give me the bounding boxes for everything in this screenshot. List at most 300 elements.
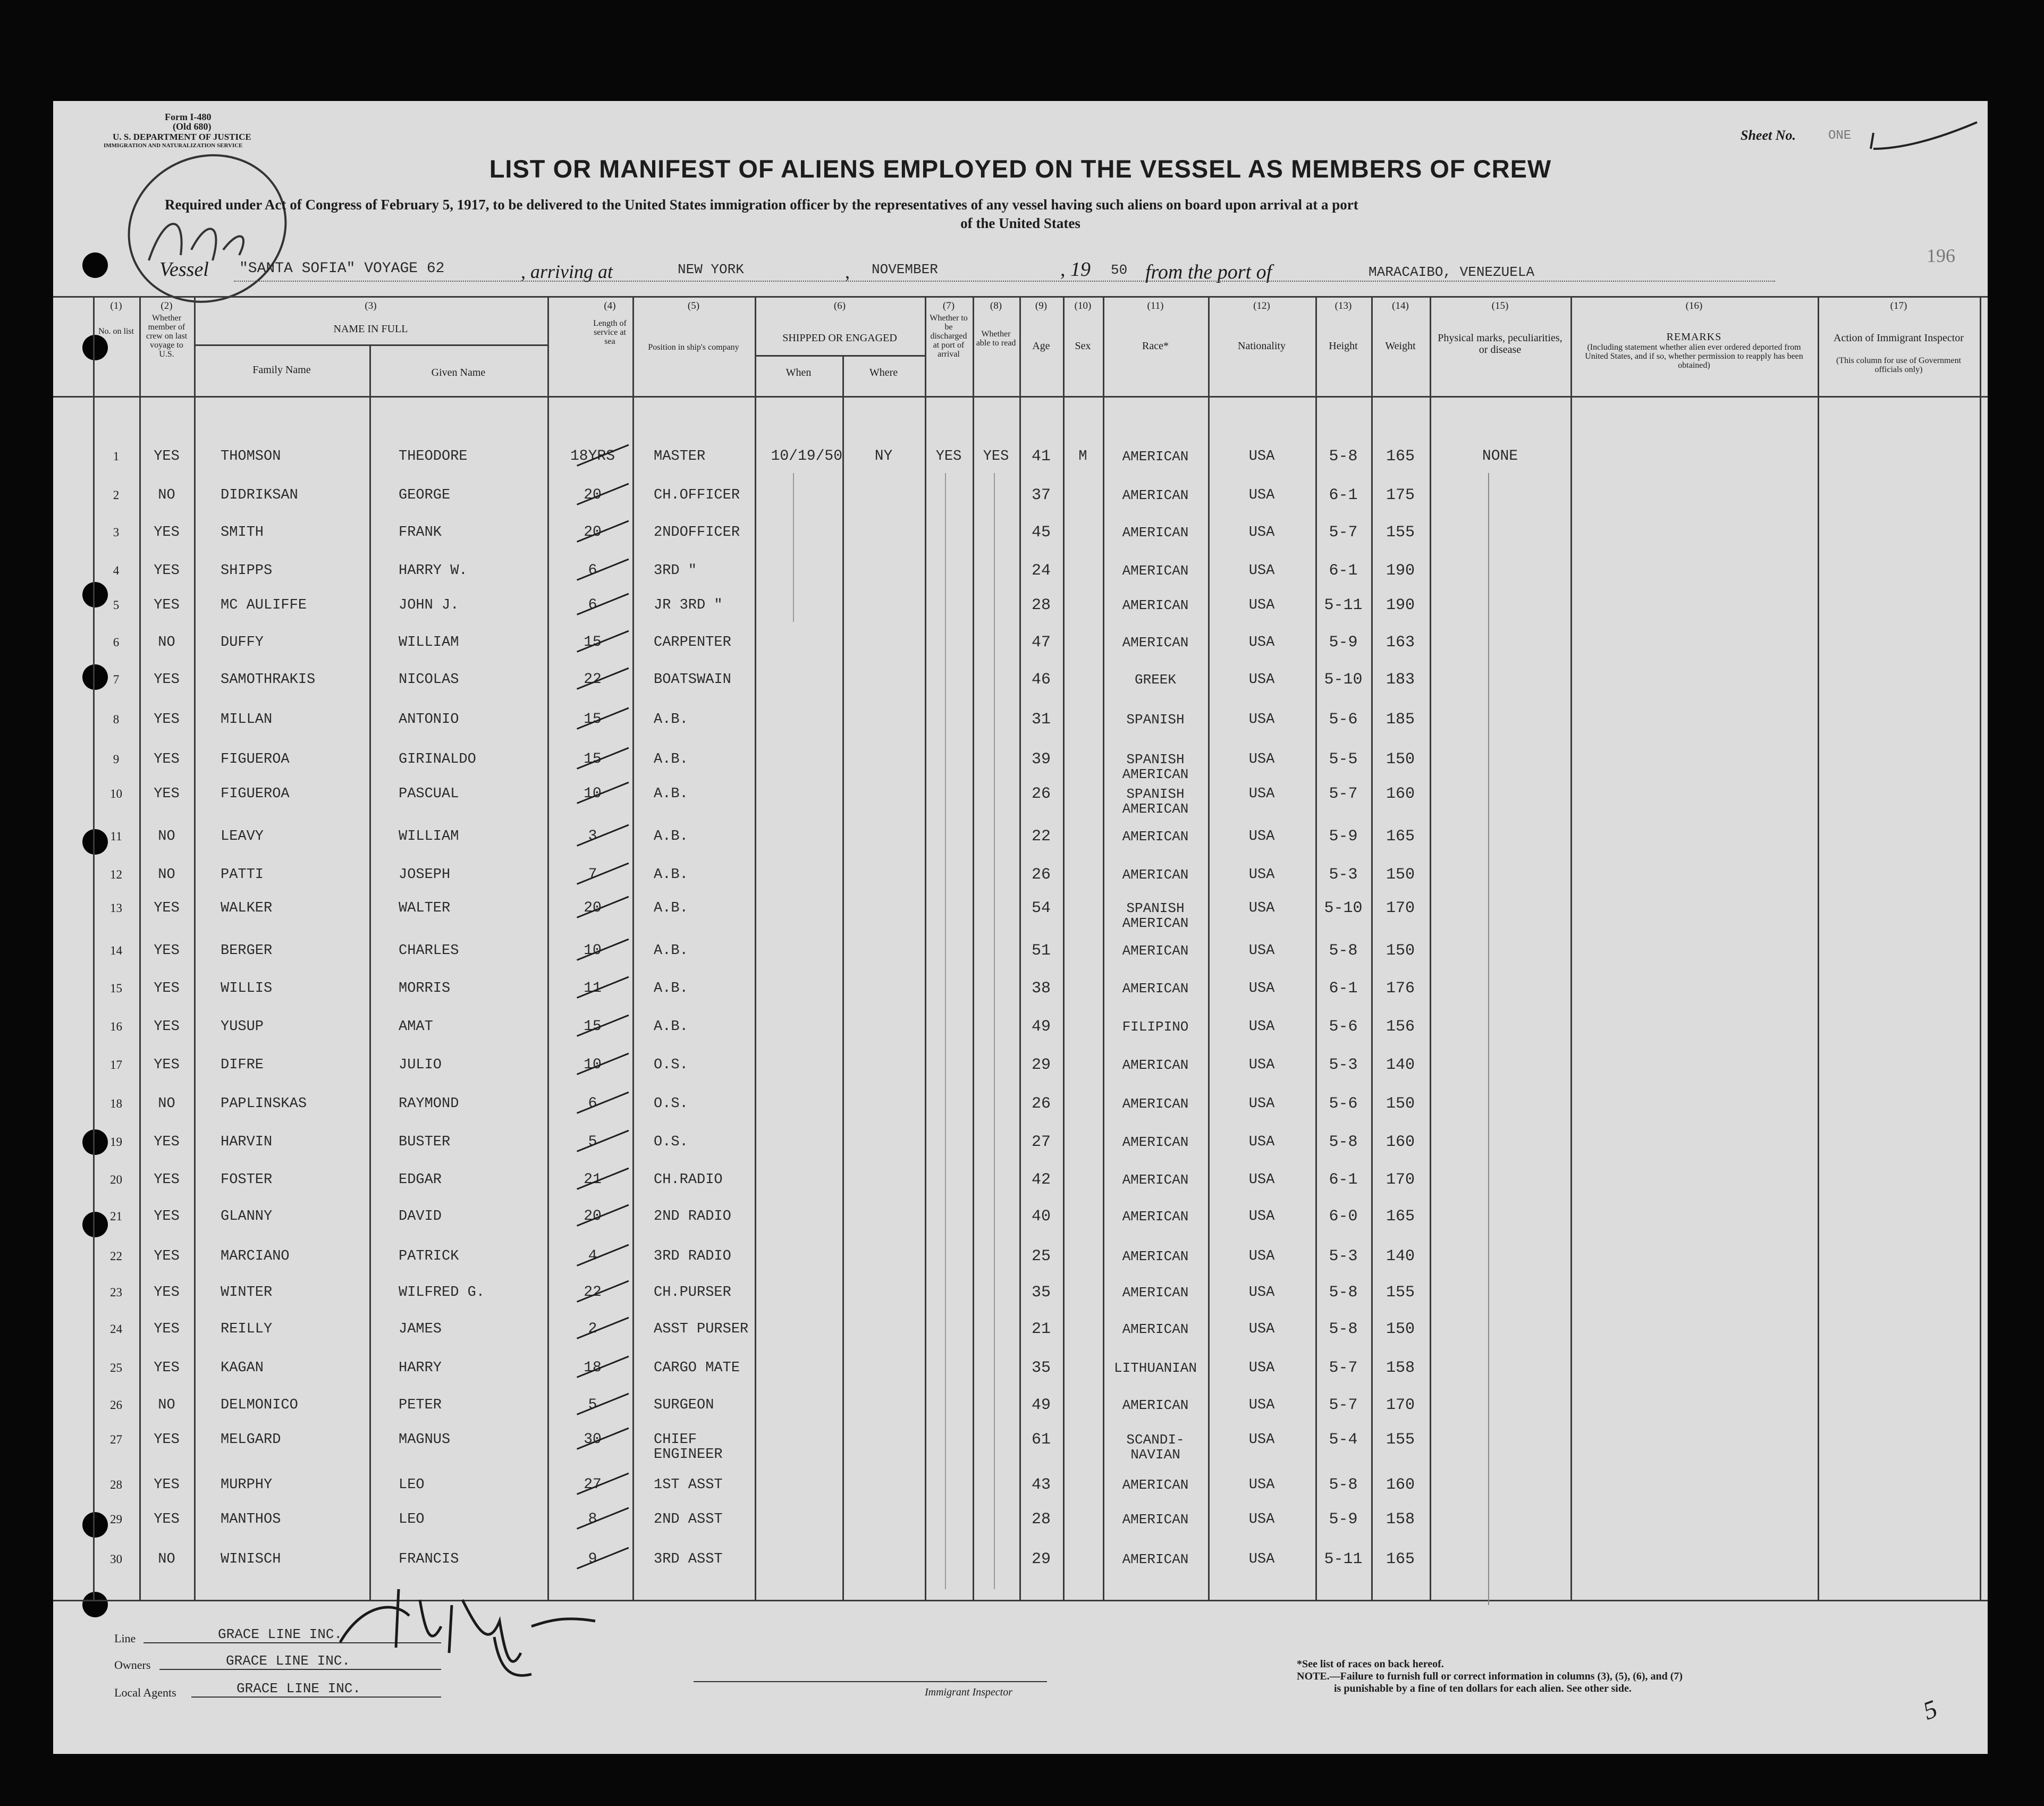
agents-value: GRACE LINE INC.: [237, 1681, 361, 1697]
col5-header: Position in ship's company: [648, 343, 739, 352]
col16-subheader: (Including statement whether alien ever ordered deported from United States, and if so, whether permission to reapply has been obtained): [1585, 343, 1803, 370]
form-old-number: (Old 680): [173, 121, 212, 132]
position-cell: A.B.: [654, 829, 688, 845]
row-number: 2: [113, 488, 120, 502]
age-cell: 46: [1031, 671, 1051, 689]
nationality-cell: USA: [1248, 829, 1275, 845]
race-cell: AMERICAN: [1122, 1321, 1189, 1337]
family-name-cell: BERGER: [221, 943, 273, 959]
position-cell: A.B.: [654, 786, 688, 802]
age-cell: 21: [1031, 1320, 1051, 1338]
age-cell: 31: [1031, 711, 1051, 729]
row-number: 8: [113, 713, 120, 726]
nationality-cell: USA: [1248, 1321, 1275, 1337]
service-length-cell: 20: [584, 524, 602, 541]
race-cell: AMERICAN: [1122, 1285, 1189, 1301]
last-voyage-cell: YES: [154, 449, 180, 465]
height-cell: 5-7: [1329, 524, 1358, 542]
family-name-cell: SHIPPS: [221, 563, 273, 579]
col2-number: (2): [161, 300, 173, 311]
service-length-cell: 18: [584, 1360, 602, 1376]
height-cell: 5-4: [1329, 1431, 1358, 1449]
col12-number: (12): [1253, 300, 1270, 311]
age-cell: 27: [1031, 1133, 1051, 1151]
height-cell: 5-8: [1329, 942, 1358, 960]
last-voyage-cell: YES: [154, 752, 180, 767]
discharged-cell: YES: [935, 449, 962, 465]
given-name-cell: WILLIAM: [399, 829, 459, 845]
weight-cell: 155: [1386, 1431, 1415, 1449]
family-name-cell: FIGUEROA: [221, 786, 290, 802]
height-cell: 5-3: [1329, 866, 1358, 884]
last-voyage-cell: NO: [158, 867, 175, 883]
age-cell: 40: [1031, 1208, 1051, 1226]
comma-sep: ,: [845, 261, 850, 282]
col9-number: (9): [1035, 300, 1048, 311]
col9-header: Age: [1032, 340, 1050, 352]
nationality-cell: USA: [1248, 1477, 1275, 1493]
line-value: GRACE LINE INC.: [218, 1626, 343, 1642]
page-number: 196: [1927, 245, 1955, 266]
col16-header: REMARKS: [1666, 331, 1722, 343]
manifest-sheet: [53, 101, 1988, 1754]
given-name-header: Given Name: [431, 367, 486, 378]
nationality-cell: USA: [1248, 1551, 1275, 1567]
family-name-cell: DIDRIKSAN: [221, 487, 298, 503]
last-voyage-cell: NO: [158, 1096, 175, 1112]
col13-header: Height: [1329, 340, 1358, 352]
table-row: [53, 1172, 1988, 1194]
age-cell: 54: [1031, 899, 1051, 917]
nationality-cell: USA: [1248, 712, 1275, 728]
family-name-cell: WINISCH: [221, 1551, 281, 1567]
nationality-cell: USA: [1248, 1172, 1275, 1188]
last-voyage-cell: NO: [158, 829, 175, 845]
given-name-cell: LEO: [399, 1477, 425, 1493]
row-number: 4: [113, 564, 120, 577]
row-number: 21: [110, 1210, 122, 1223]
table-row: [53, 1512, 1988, 1533]
table-row: [53, 1322, 1988, 1343]
position-cell: 2NDOFFICER: [654, 525, 740, 541]
position-cell: 3RD RADIO: [654, 1248, 731, 1264]
col12-header: Nationality: [1238, 340, 1286, 352]
col4-number: (4): [604, 300, 616, 311]
position-cell: O.S.: [654, 1096, 688, 1112]
shipped-where-cell: NY: [874, 448, 893, 465]
age-cell: 47: [1031, 634, 1051, 652]
family-name-cell: FIGUEROA: [221, 752, 290, 767]
age-cell: 26: [1031, 1095, 1051, 1113]
family-name-cell: MANTHOS: [221, 1512, 281, 1527]
service-length-cell: 2: [588, 1321, 597, 1337]
service-length-cell: 15: [584, 751, 602, 767]
family-name-cell: MARCIANO: [221, 1248, 290, 1264]
age-cell: 28: [1031, 596, 1051, 614]
given-name-cell: HARRY W.: [399, 563, 468, 579]
given-name-cell: BUSTER: [399, 1134, 451, 1150]
able-to-read-cell: YES: [983, 449, 1009, 465]
given-name-cell: PASCUAL: [399, 786, 459, 802]
row-number: 15: [110, 982, 122, 995]
age-cell: 25: [1031, 1247, 1051, 1265]
row-number: 17: [110, 1058, 122, 1071]
age-cell: 26: [1031, 785, 1051, 803]
position-cell: 1ST ASST: [654, 1477, 723, 1493]
service-length-cell: 10: [584, 786, 602, 802]
height-cell: 5-9: [1329, 634, 1358, 652]
col6-header: SHIPPED OR ENGAGED: [782, 332, 897, 344]
race-cell: AMERICAN: [1122, 1209, 1189, 1225]
col15-number: (15): [1491, 300, 1509, 311]
given-name-cell: AMAT: [399, 1019, 433, 1035]
row-number: 12: [110, 868, 122, 881]
given-name-cell: JAMES: [399, 1321, 442, 1337]
family-name-cell: MELGARD: [221, 1432, 281, 1448]
age-cell: 43: [1031, 1476, 1051, 1494]
age-cell: 45: [1031, 524, 1051, 542]
given-name-cell: HARRY: [399, 1360, 442, 1376]
service-length-cell: 22: [584, 1284, 602, 1301]
height-cell: 5-10: [1324, 899, 1363, 917]
weight-cell: 140: [1386, 1247, 1415, 1265]
weight-cell: 165: [1386, 1550, 1415, 1568]
punch-hole: [82, 1592, 108, 1617]
nationality-cell: USA: [1248, 1397, 1275, 1413]
given-name-cell: NICOLAS: [399, 672, 459, 688]
row-number: 10: [110, 787, 122, 800]
table-row: [53, 488, 1988, 509]
last-voyage-cell: YES: [154, 786, 180, 802]
weight-cell: 150: [1386, 1095, 1415, 1113]
height-cell: 5-11: [1324, 596, 1363, 614]
penalty-note: NOTE.—Failure to furnish full or correct information in columns (3), (5), (6), and (7): [1297, 1670, 1683, 1682]
table-row: [53, 449, 1988, 470]
weight-cell: 165: [1386, 1208, 1415, 1226]
position-cell: CH.OFFICER: [654, 487, 740, 503]
service-length-cell: 11: [584, 980, 602, 997]
service-length-cell: 10: [584, 1057, 602, 1073]
sheet-number: ONE: [1828, 129, 1852, 143]
row-number: 26: [110, 1398, 122, 1412]
position-cell: 2ND RADIO: [654, 1209, 731, 1225]
weight-cell: 183: [1386, 671, 1415, 689]
race-cell: SCANDI- NAVIAN: [1126, 1432, 1185, 1463]
last-voyage-cell: YES: [154, 672, 180, 688]
weight-cell: 160: [1386, 1133, 1415, 1151]
line-label: Line: [114, 1632, 136, 1645]
height-cell: 5-8: [1329, 1476, 1358, 1494]
nationality-cell: USA: [1248, 900, 1275, 916]
family-name-cell: PAPLINSKAS: [221, 1096, 307, 1112]
given-name-cell: WILLIAM: [399, 635, 459, 651]
vessel-underline: [234, 281, 1775, 282]
given-name-cell: PETER: [399, 1397, 442, 1413]
age-cell: 37: [1031, 486, 1051, 504]
row-number: 14: [110, 944, 122, 957]
race-cell: SPANISH AMERICAN: [1122, 786, 1189, 817]
family-name-cell: WALKER: [221, 900, 273, 916]
row-number: 7: [113, 673, 120, 686]
service-length-cell: 6: [588, 1095, 597, 1112]
last-voyage-cell: YES: [154, 1172, 180, 1188]
nationality-cell: USA: [1248, 487, 1275, 503]
height-cell: 5-9: [1329, 1510, 1358, 1529]
position-cell: BOATSWAIN: [654, 672, 731, 688]
weight-cell: 165: [1386, 448, 1415, 466]
service-length-cell: 6: [588, 562, 597, 579]
given-name-cell: MORRIS: [399, 981, 451, 997]
weight-cell: 150: [1386, 750, 1415, 769]
col17-header: Action of Immigrant Inspector: [1834, 332, 1964, 344]
family-name-cell: THOMSON: [221, 449, 281, 465]
race-cell: AMERICAN: [1122, 449, 1189, 465]
service-length-cell: 7: [588, 866, 597, 883]
given-name-cell: ANTONIO: [399, 712, 459, 728]
nationality-cell: USA: [1248, 672, 1275, 688]
from-port: MARACAIBO, VENEZUELA: [1369, 264, 1535, 280]
row-number: 28: [110, 1478, 122, 1491]
captain-signature: [319, 1568, 616, 1690]
race-cell: AMERICAN: [1122, 1512, 1189, 1527]
table-row: [53, 1478, 1988, 1499]
col17-subheader: (This column for use of Government officials only): [1836, 356, 1962, 374]
race-cell: AMERICAN: [1122, 1248, 1189, 1264]
nationality-cell: USA: [1248, 943, 1275, 959]
table-row: [53, 1209, 1988, 1230]
shipped-when-cell: 10/19/50: [771, 448, 842, 465]
table-row: [53, 598, 1988, 619]
weight-cell: 158: [1386, 1359, 1415, 1377]
nationality-cell: USA: [1248, 1019, 1275, 1035]
agents-underline: [191, 1697, 441, 1698]
nationality-cell: USA: [1248, 563, 1275, 579]
weight-cell: 185: [1386, 711, 1415, 729]
table-row: [53, 1135, 1988, 1156]
col14-header: Weight: [1385, 340, 1416, 352]
weight-cell: 150: [1386, 866, 1415, 884]
weight-cell: 190: [1386, 562, 1415, 580]
row-number: 30: [110, 1552, 122, 1566]
table-row: [53, 1431, 1988, 1463]
family-name-cell: MC AULIFFE: [221, 597, 307, 613]
col11-number: (11): [1147, 300, 1164, 311]
position-cell: A.B.: [654, 981, 688, 997]
table-row: [53, 1285, 1988, 1306]
height-cell: 5-8: [1329, 1133, 1358, 1151]
family-name-cell: YUSUP: [221, 1019, 264, 1035]
position-cell: CH.RADIO: [654, 1172, 723, 1188]
service-length-cell: 20: [584, 900, 602, 916]
height-cell: 5-8: [1329, 1284, 1358, 1302]
col4-header: Length of service at sea: [593, 319, 627, 346]
race-cell: AMERICAN: [1122, 1096, 1189, 1112]
age-cell: 35: [1031, 1284, 1051, 1302]
weight-cell: 190: [1386, 596, 1415, 614]
position-cell: A.B.: [654, 752, 688, 767]
col8-number: (8): [990, 300, 1002, 311]
service-length-cell: 4: [588, 1248, 597, 1264]
weight-cell: 150: [1386, 942, 1415, 960]
given-name-cell: FRANCIS: [399, 1551, 459, 1567]
last-voyage-cell: YES: [154, 1209, 180, 1225]
nationality-cell: USA: [1248, 449, 1275, 465]
race-cell: AMERICAN: [1122, 1397, 1189, 1413]
col15-header: Physical marks, peculiarities, or disease: [1438, 332, 1562, 356]
family-name-cell: WINTER: [221, 1285, 273, 1301]
nationality-cell: USA: [1248, 1248, 1275, 1264]
row-number: 20: [110, 1173, 122, 1186]
nationality-cell: USA: [1248, 1134, 1275, 1150]
nationality-cell: USA: [1248, 1512, 1275, 1527]
given-name-cell: MAGNUS: [399, 1432, 451, 1448]
given-name-cell: EDGAR: [399, 1172, 442, 1188]
service-length-cell: 8: [588, 1511, 597, 1527]
row-number: 23: [110, 1286, 122, 1299]
weight-cell: 156: [1386, 1018, 1415, 1036]
race-cell: AMERICAN: [1122, 981, 1189, 997]
height-cell: 5-10: [1324, 671, 1363, 689]
position-cell: O.S.: [654, 1057, 688, 1073]
page-title: LIST OR MANIFEST OF ALIENS EMPLOYED ON THE VESSEL AS MEMBERS OF CREW: [489, 155, 1552, 183]
name-subheader-line: [194, 344, 547, 346]
position-cell: A.B.: [654, 867, 688, 883]
last-voyage-cell: YES: [154, 563, 180, 579]
race-cell: AMERICAN: [1122, 943, 1189, 959]
col2-header: Whether member of crew on last voyage to U.S.: [146, 314, 188, 359]
service-length-cell: 10: [584, 942, 602, 959]
service-length-cell: 9: [588, 1551, 597, 1567]
from-label: from the port of: [1145, 261, 1272, 283]
position-cell: CARGO MATE: [654, 1360, 740, 1376]
table-row: [53, 829, 1988, 850]
height-cell: 6-1: [1329, 562, 1358, 580]
last-voyage-cell: YES: [154, 1248, 180, 1264]
page-subtitle: Required under Act of Congress of February 5, 1917, to be delivered to the United States immigration officer by the representatives of any vessel having such aliens on board upon arrival at a port: [165, 197, 1358, 213]
position-cell: A.B.: [654, 943, 688, 959]
nationality-cell: USA: [1248, 597, 1275, 613]
height-cell: 5-3: [1329, 1056, 1358, 1074]
physical-marks-cell: NONE: [1482, 448, 1518, 465]
given-name-cell: GEORGE: [399, 487, 451, 503]
service-length-cell: 15: [584, 634, 602, 651]
position-cell: MASTER: [654, 449, 706, 465]
race-cell: AMERICAN: [1122, 1057, 1189, 1073]
last-voyage-cell: YES: [154, 1057, 180, 1073]
weight-cell: 165: [1386, 828, 1415, 846]
nationality-cell: USA: [1248, 1057, 1275, 1073]
given-name-cell: WALTER: [399, 900, 451, 916]
position-cell: 3RD ASST: [654, 1551, 723, 1567]
nationality-cell: USA: [1248, 981, 1275, 997]
last-voyage-cell: YES: [154, 525, 180, 541]
height-cell: 5-8: [1329, 1320, 1358, 1338]
position-cell: CHIEF ENGINEER: [654, 1432, 723, 1463]
sheet-pen-mark: [1860, 112, 1988, 154]
nationality-cell: USA: [1248, 1432, 1275, 1448]
nationality-cell: USA: [1248, 635, 1275, 651]
given-name-cell: FRANK: [399, 525, 442, 541]
height-cell: 5-7: [1329, 785, 1358, 803]
department-name: U. S. DEPARTMENT OF JUSTICE: [113, 132, 251, 142]
table-row: [53, 981, 1988, 1002]
owners-label: Owners: [114, 1658, 151, 1672]
table-row: [53, 672, 1988, 694]
row-number: 19: [110, 1135, 122, 1149]
age-cell: 26: [1031, 866, 1051, 884]
position-cell: ASST PURSER: [654, 1321, 749, 1337]
family-name-cell: SMITH: [221, 525, 264, 541]
weight-cell: 140: [1386, 1056, 1415, 1074]
owners-value: GRACE LINE INC.: [226, 1653, 351, 1669]
position-cell: O.S.: [654, 1134, 688, 1150]
table-row: [53, 635, 1988, 656]
row-number: 3: [113, 526, 120, 539]
family-name-cell: MURPHY: [221, 1477, 273, 1493]
service-length-cell: 21: [584, 1171, 602, 1188]
service-length-cell: 15: [584, 711, 602, 728]
race-cell: AMERICAN: [1122, 1551, 1189, 1567]
family-name-cell: DIFRE: [221, 1057, 264, 1073]
row-number: 16: [110, 1020, 122, 1033]
given-name-cell: PATRICK: [399, 1248, 459, 1264]
race-cell: AMERICAN: [1122, 635, 1189, 651]
age-cell: 29: [1031, 1056, 1051, 1074]
last-voyage-cell: NO: [158, 487, 175, 503]
weight-cell: 160: [1386, 1476, 1415, 1494]
row-number: 1: [113, 450, 120, 463]
row-number: 13: [110, 901, 122, 915]
last-voyage-cell: YES: [154, 1134, 180, 1150]
family-name-cell: SAMOTHRAKIS: [221, 672, 316, 688]
weight-cell: 155: [1386, 524, 1415, 542]
weight-cell: 176: [1386, 980, 1415, 998]
col5-number: (5): [687, 300, 700, 311]
col13-number: (13): [1334, 300, 1352, 311]
age-cell: 49: [1031, 1018, 1051, 1036]
family-name-cell: LEAVY: [221, 829, 264, 845]
sheet-label: Sheet No.: [1741, 128, 1796, 143]
table-row: [53, 1398, 1988, 1419]
race-cell: AMERICAN: [1122, 525, 1189, 541]
arrival-port: NEW YORK: [678, 261, 744, 277]
nationality-cell: USA: [1248, 1096, 1275, 1112]
weight-cell: 170: [1386, 1396, 1415, 1414]
row-number: 6: [113, 636, 120, 649]
service-length-cell: 22: [584, 671, 602, 688]
nationality-cell: USA: [1248, 1285, 1275, 1301]
race-cell: AMERICAN: [1122, 597, 1189, 613]
last-voyage-cell: YES: [154, 1432, 180, 1448]
punch-hole: [82, 335, 108, 360]
row-number: 24: [110, 1322, 122, 1336]
where-header: Where: [869, 367, 898, 378]
age-cell: 28: [1031, 1510, 1051, 1529]
weight-cell: 158: [1386, 1510, 1415, 1529]
height-cell: 6-1: [1329, 1171, 1358, 1189]
position-cell: A.B.: [654, 712, 688, 728]
position-cell: JR 3RD ": [654, 597, 723, 613]
row-number: 11: [110, 830, 122, 843]
position-cell: A.B.: [654, 900, 688, 916]
race-cell: AMERICAN: [1122, 829, 1189, 845]
form-number: Form I-480: [165, 112, 212, 122]
table-row: [53, 1096, 1988, 1118]
table-row: [53, 785, 1988, 817]
last-voyage-cell: YES: [154, 1285, 180, 1301]
last-voyage-cell: YES: [154, 1477, 180, 1493]
family-name-cell: MILLAN: [221, 712, 273, 728]
